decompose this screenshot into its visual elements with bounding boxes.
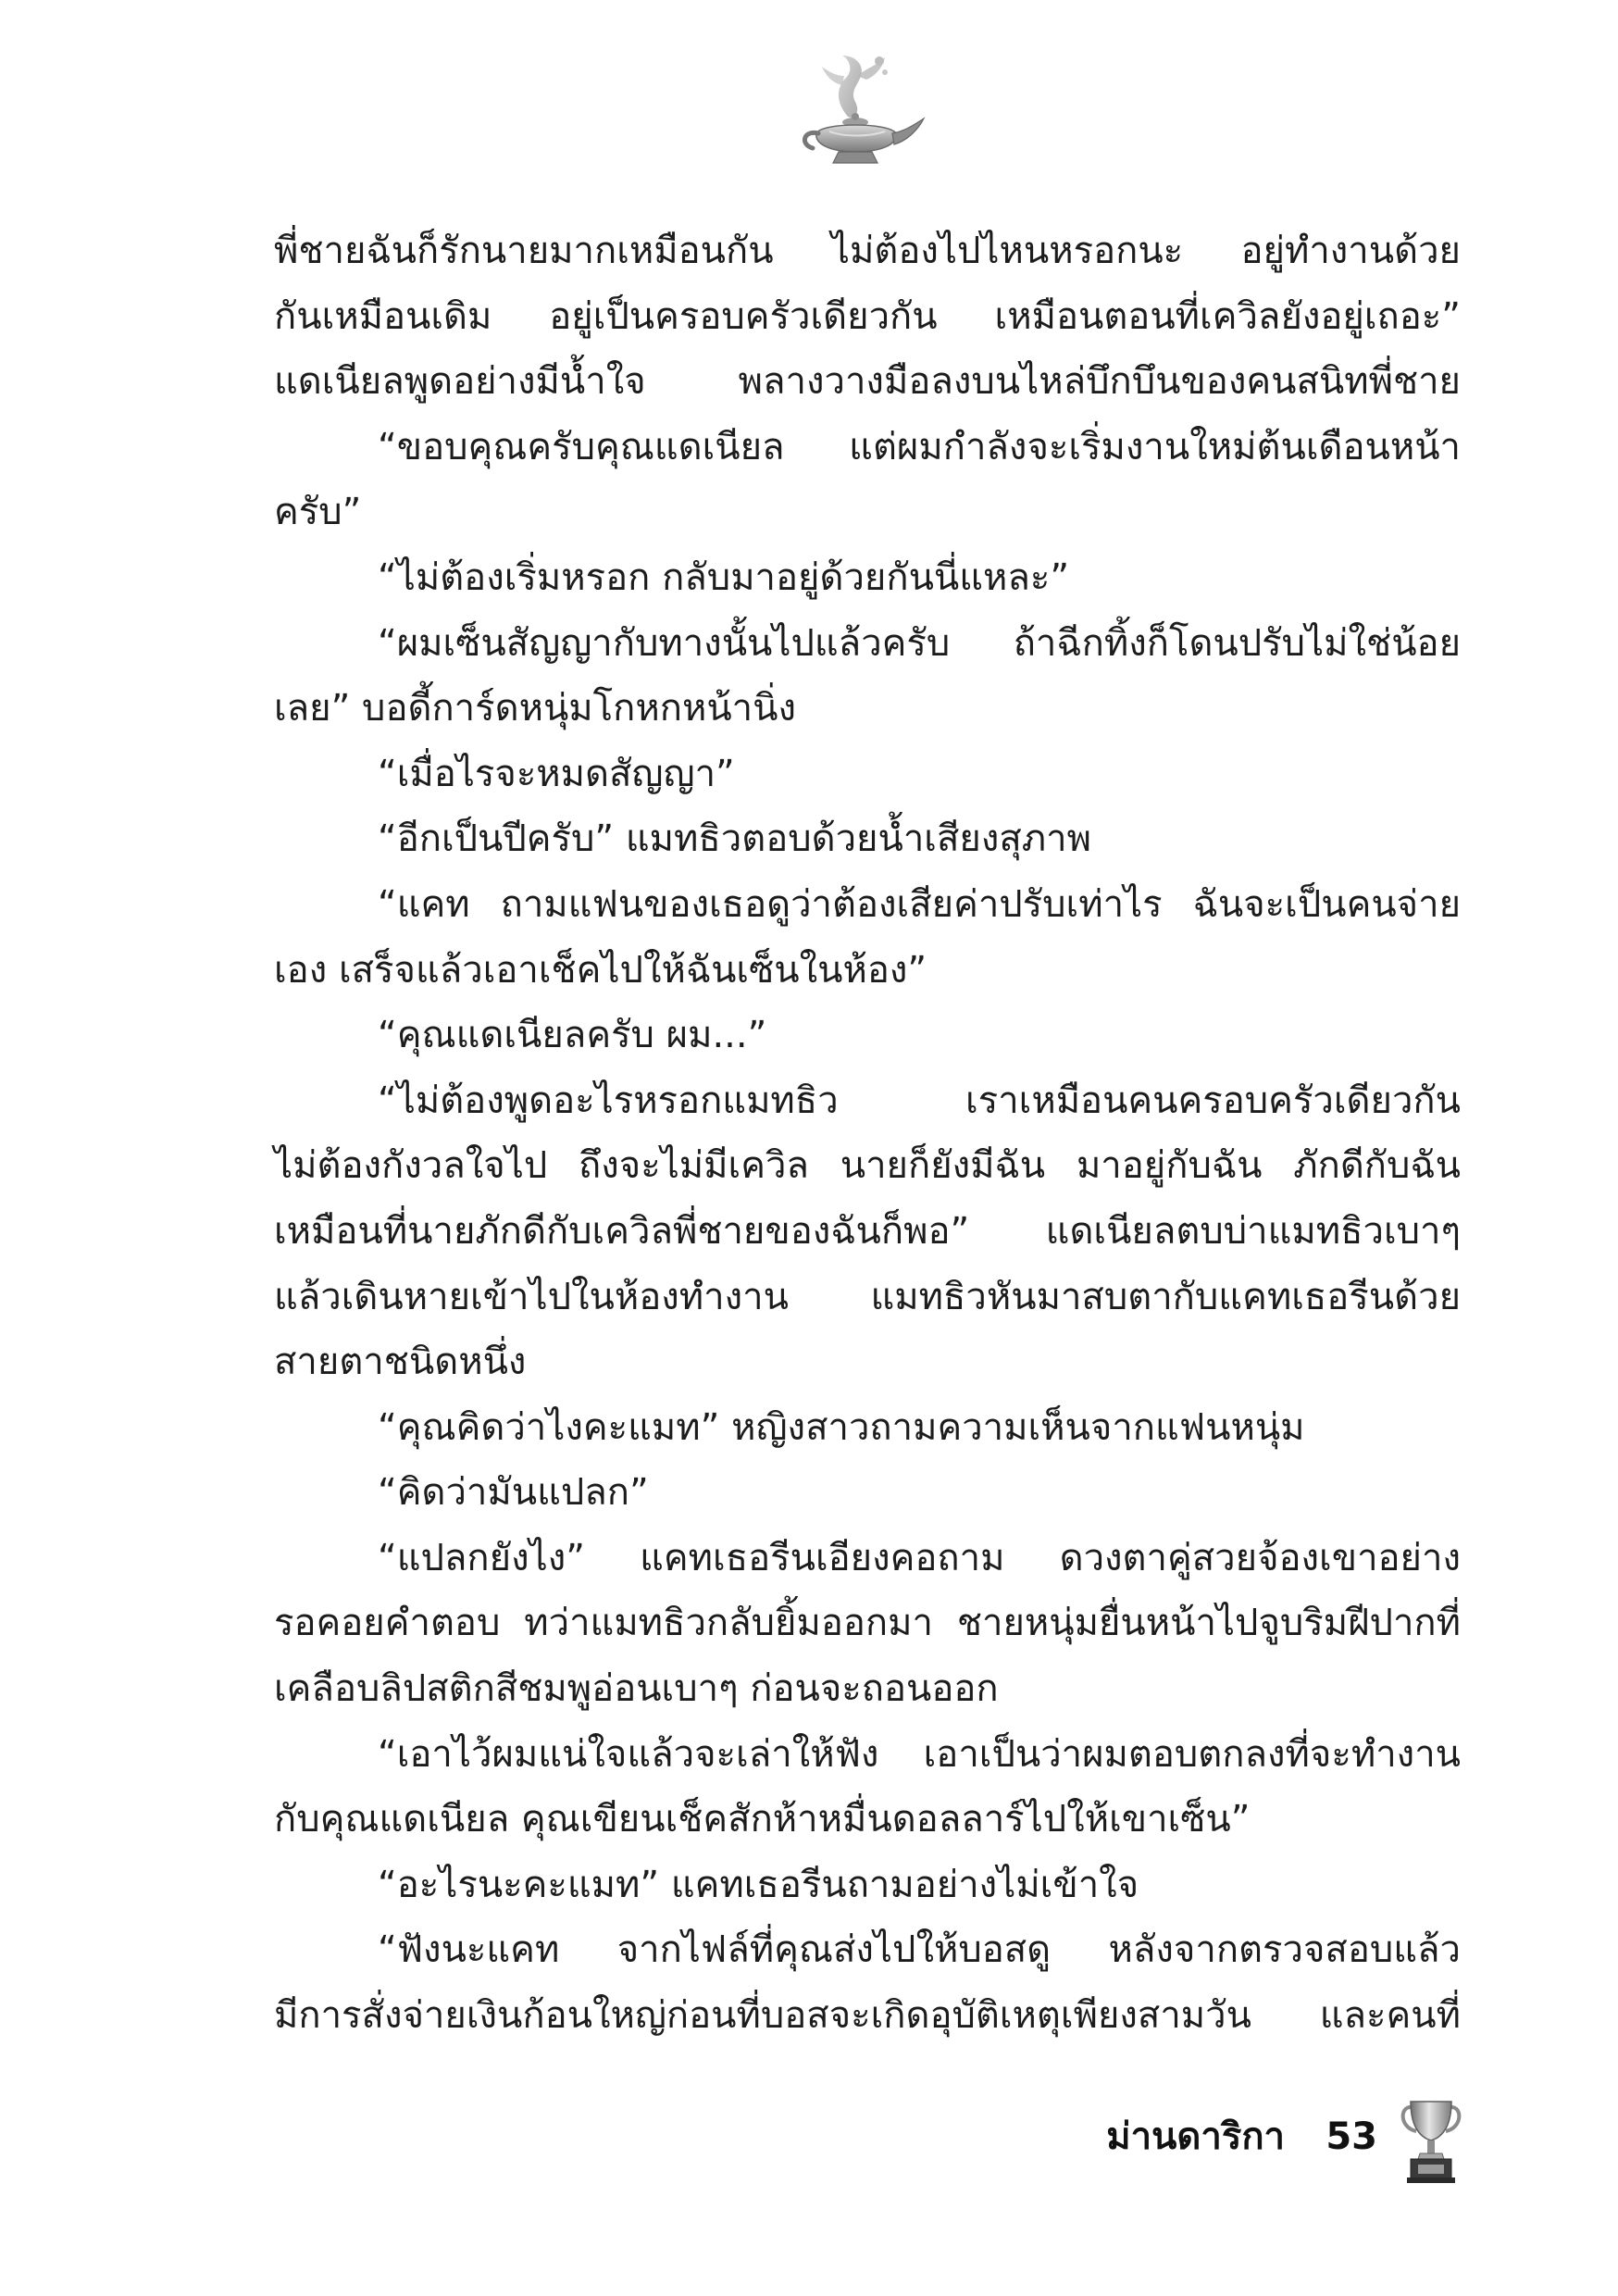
text-line: “แปลกยังไง” แคทเธอรีนเอียงคอถาม ดวงตาคู่สวยจ้องเขาอย่าง [378, 1536, 1461, 1579]
text-line: มีการสั่งจ่ายเงินก้อนใหญ่ก่อนที่บอสจะเกิดอุบัติเหตุเพียงสามวัน และคนที่ [274, 1994, 1461, 2038]
text-line: แล้วเดินหายเข้าไปในห้องทำงาน แมทธิวหันมาสบตากับแคทเธอรีนด้วย [274, 1275, 1461, 1318]
text-line: แดเนียลพูดอย่างมีน้ำใจ พลางวางมือลงบนไหล่บึกบึนของคนสนิทพี่ชาย [274, 360, 1461, 404]
text-line: “คุณแดเนียลครับ ผม...” [378, 1014, 767, 1057]
text-line: เลย” บอดี้การ์ดหนุ่มโกหกหน้านิ่ง [274, 687, 797, 730]
text-line: ครับ” [274, 491, 362, 534]
text-line: เหมือนที่นายภักดีกับเควิลพี่ชายของฉันก็พอ” แดเนียลตบบ่าแมทธิวเบาๆ [274, 1209, 1461, 1253]
text-line: สายตาชนิดหนึ่ง [274, 1341, 527, 1384]
text-line: “แคท ถามแฟนของเธอดูว่าต้องเสียค่าปรับเท่าไร ฉันจะเป็นคนจ่าย [378, 882, 1461, 926]
text-line: “ไม่ต้องพูดอะไรหรอกแมทธิว เราเหมือนคนครอบครัวเดียวกัน [378, 1079, 1461, 1122]
text-line: “เมื่อไรจะหมดสัญญา” [378, 752, 735, 795]
text-line: “คุณคิดว่าไงคะแมท” หญิงสาวถามความเห็นจากแฟนหนุ่ม [378, 1405, 1305, 1449]
text-line: “ผมเซ็นสัญญากับทางนั้นไปแล้วครับ ถ้าฉีกทิ้งก็โดนปรับไม่ใช่น้อย [378, 621, 1461, 665]
author-name: ม่านดาริกา [1106, 2115, 1285, 2158]
page-footer [1092, 2096, 1481, 2189]
text-line: “ไม่ต้องเริ่มหรอก กลับมาอยู่ด้วยกันนี่แหละ” [378, 555, 1070, 599]
text-line: กับคุณแดเนียล คุณเขียนเช็คสักห้าหมื่นดอลลาร์ไปให้เขาเซ็น” [274, 1798, 1251, 1841]
text-line: รอคอยคำตอบ ทว่าแมทธิวกลับยิ้มออกมา ชายหนุ่มยื่นหน้าไปจูบริมฝีปากที่ [274, 1602, 1461, 1645]
body-text [274, 218, 1461, 2049]
text-line: “ฟังนะแคท จากไฟล์ที่คุณส่งไปให้บอสดู หลังจากตรวจสอบแล้ว [378, 1928, 1461, 1972]
page-number: 53 [1326, 2115, 1377, 2158]
text-line: พี่ชายฉันก็รักนายมากเหมือนกัน ไม่ต้องไปไหนหรอกนะ อยู่ทำงานด้วย [274, 230, 1461, 272]
text-line: เคลือบลิปสติกสีชมพูอ่อนเบาๆ ก่อนจะถอนออก [274, 1667, 999, 1711]
text-line: เอง เสร็จแล้วเอาเช็คไปให้ฉันเซ็นในห้อง” [274, 948, 927, 992]
text-line: “อีกเป็นปีครับ” แมทธิวตอบด้วยน้ำเสียงสุภาพ [378, 817, 1091, 861]
trophy-icon [1398, 2096, 1464, 2185]
text-line: “เอาไว้ผมแน่ใจแล้วจะเล่าให้ฟัง เอาเป็นว่าผมตอบตกลงที่จะทำงาน [378, 1732, 1461, 1776]
genie-lamp-icon [789, 48, 927, 168]
text-line: กันเหมือนเดิม อยู่เป็นครอบครัวเดียวกัน เหมือนตอนที่เควิลยังอยู่เถอะ” [274, 294, 1461, 338]
text-line: “อะไรนะคะแมท” แคทเธอรีนถามอย่างไม่เข้าใจ [378, 1863, 1139, 1906]
text-line: “ขอบคุณครับคุณแดเนียล แต่ผมกำลังจะเริ่มงานใหม่ต้นเดือนหน้า [378, 425, 1461, 468]
text-line: ไม่ต้องกังวลใจไป ถึงจะไม่มีเควิล นายก็ยังมีฉัน มาอยู่กับฉัน ภักดีกับฉัน [274, 1144, 1461, 1188]
text-line: “คิดว่ามันแปลก” [378, 1471, 649, 1515]
